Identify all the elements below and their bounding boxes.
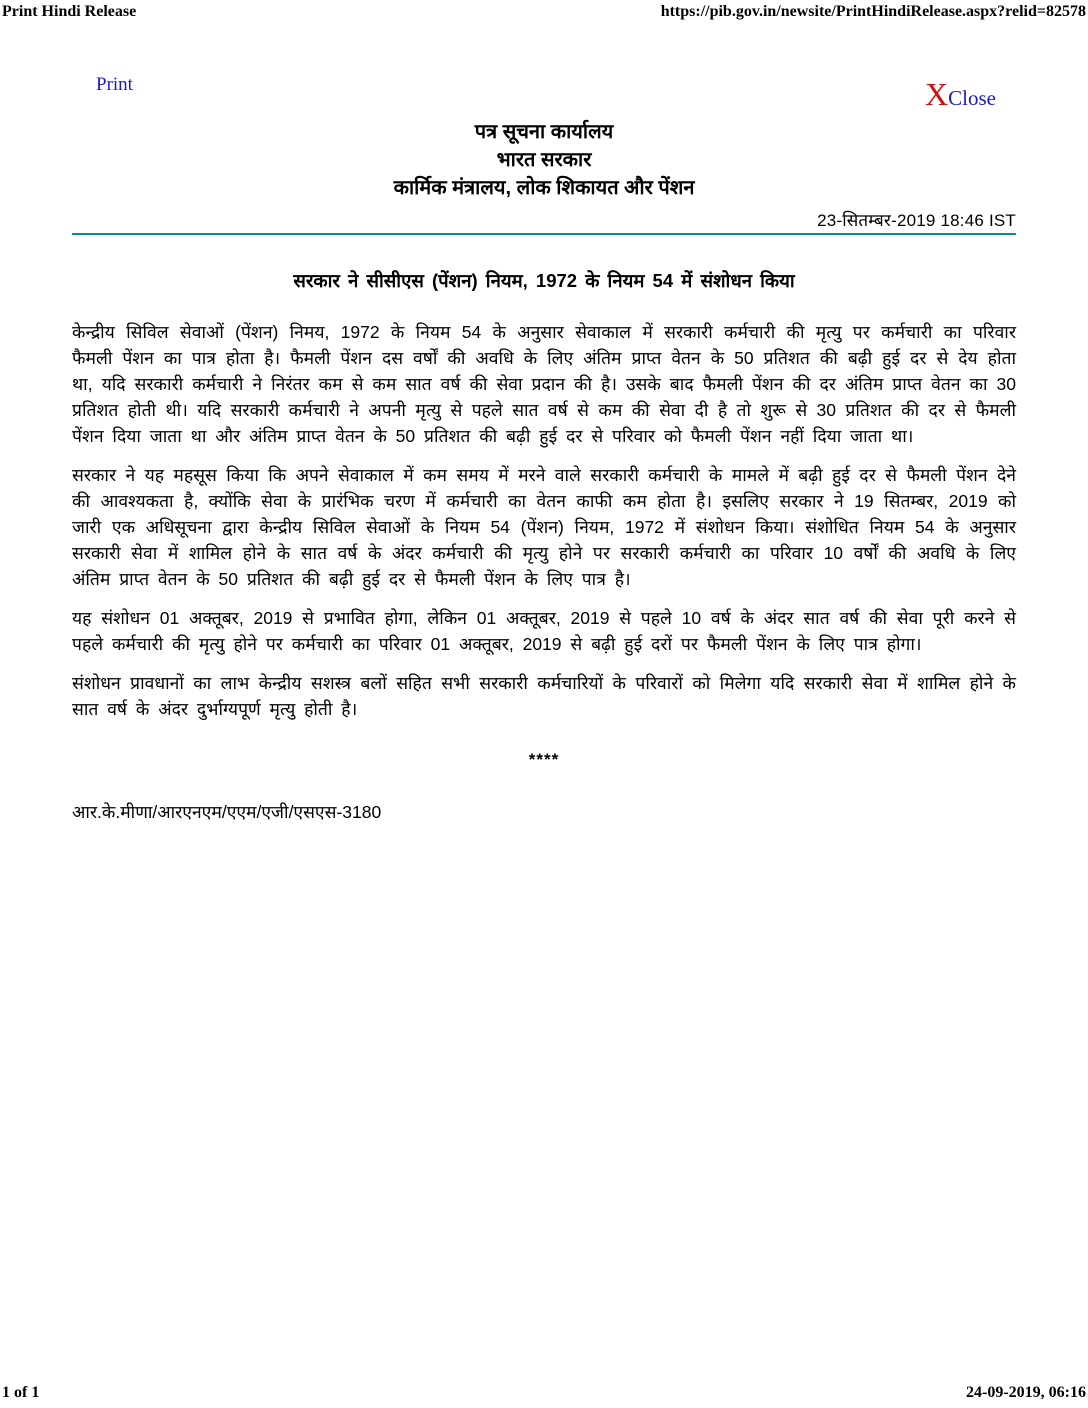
print-timestamp: 24-09-2019, 06:16: [966, 1384, 1086, 1401]
masthead-ministry: कार्मिक मंत्रालय, लोक शिकायत और पेंशन: [393, 177, 695, 199]
masthead: [72, 118, 1016, 202]
masthead-government: भारत सरकार: [496, 149, 592, 171]
divider-rule: [72, 233, 1016, 235]
separator-stars: ****: [528, 750, 560, 769]
close-button-label[interactable]: Close: [948, 86, 996, 110]
print-header-url: https://pib.gov.in/newsite/PrintHindiRelease.aspx?relid=82578: [660, 3, 1086, 20]
release-paragraph: केन्द्रीय सिविल सेवाओं (पेंशन) निमय, 1972 के नियम 54 के अनुसार सेवाकाल में सरकारी कर्मचारी की मृत्यु पर कर्मचारी का परिवार फैमली पेंशन का पात्र होता है। फैमली पेंशन दस वर्षों की अवधि के लिए अंतिम प्राप्त वेतन के 50 प्रतिशत की बढ़ी हुई दर से देय होता था, यदि सरकारी कर्मचारी ने निरंतर कम से कम सात वर्ष की सेवा प्रदान की है। उसके बाद फैमली पेंशन की दर अंतिम प्राप्त वेतन का 30 प्रतिशत होती थी। यदि सरकारी कर्मचारी ने अपनी मृत्यु से पहले सात वर्ष से कम की सेवा दी है तो शुरू से 30 प्रतिशत की दर से फैमली पेंशन दिया जाता था और अंतिम प्राप्त वेतन के 50 प्रतिशत की बढ़ी हुई दर से परिवार को फैमली पेंशन नहीं दिया जाता था।: [72, 322, 1016, 446]
release-datetime: 23-सितम्बर-2019 18:46 IST: [817, 211, 1016, 230]
signature-line: आर.के.मीणा/आरएनएम/एएम/एजी/एसएस-3180: [72, 802, 382, 822]
release-title: सरकार ने सीसीएस (पेंशन) नियम, 1972 के नियम 54 में संशोधन किया: [293, 270, 795, 291]
page-number: 1 of 1: [2, 1384, 40, 1401]
document-toolbar: [72, 70, 1016, 116]
print-page-header: [0, 3, 1088, 21]
print-page-footer: [0, 1384, 1088, 1402]
release-document: [72, 70, 1016, 824]
release-paragraph: संशोधन प्रावधानों का लाभ केन्द्रीय सशस्त्र बलों सहित सभी सरकारी कर्मचारियों के परिवारों को मिलेगा यदि सरकारी सेवा में शामिल होने के सात वर्ष के अंदर दुर्भाग्यपूर्ण मृत्यु होती है।: [72, 673, 1016, 719]
release-paragraph: सरकार ने यह महसूस किया कि अपने सेवाकाल में कम समय में मरने वाले सरकारी कर्मचारी के मामले में बढ़ी हुई दर से फैमली पेंशन देने की आवश्यकता है, क्योंकि सेवा के प्रारंभिक चरण में कर्मचारी का वेतन काफी कम होता है। इसलिए सरकार ने 19 सितम्बर, 2019 को जारी एक अधिसूचना द्वारा केन्द्रीय सिविल सेवाओं के नियम 54 (पेंशन) नियम, 1972 में संशोधन किया। संशोधित नियम 54 के अनुसार सरकारी सेवा में शामिल होने के सात वर्ष के अंदर कर्मचारी की मृत्यु होने पर सरकारी कर्मचारी का परिवार 10 वर्षों की अवधि के लिए अंतिम प्राप्त वेतन के 50 प्रतिशत की बढ़ी हुई दर से फैमली पेंशन के लिए पात्र है।: [72, 465, 1016, 589]
close-x-icon[interactable]: X: [925, 76, 949, 112]
release-paragraph: यह संशोधन 01 अक्तूबर, 2019 से प्रभावित होगा, लेकिन 01 अक्तूबर, 2019 से पहले 10 वर्ष के अंदर सात वर्ष की सेवा पूरी करने से पहले कर्मचारी की मृत्यु होने पर कर्मचारी का परिवार 01 अक्तूबर, 2019 से बढ़ी हुई दरों पर फैमली पेंशन के लिए पात्र होगा।: [72, 608, 1016, 654]
print-button[interactable]: Print: [96, 74, 133, 95]
close-button[interactable]: [925, 78, 996, 111]
print-header-title: Print Hindi Release: [2, 3, 137, 20]
masthead-office: पत्र सूचना कार्यालय: [474, 121, 614, 143]
release-body: [72, 319, 1016, 722]
